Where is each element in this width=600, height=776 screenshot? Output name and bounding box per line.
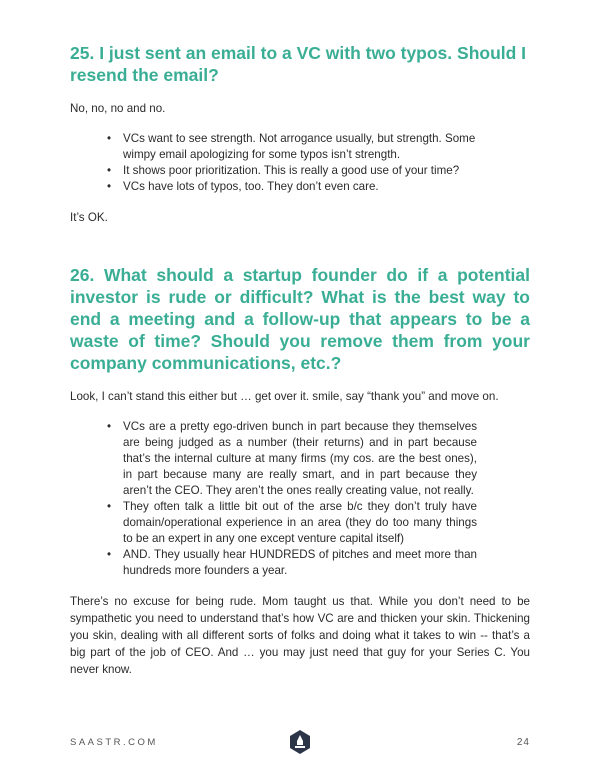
footer [70,712,530,754]
list-item: • VCs are a pretty ego-driven bunch in part because they themselves are being judged as a number (their returns) and in part because that’s the internal culture at many firms (my cos. are the best ones), in part because many are really smart, and in part because they aren’t the CEO. They aren’t the ones really creating value, not really. [107,419,477,499]
question-25-bullets [107,131,477,195]
list-item: • VCs have lots of typos, too. They don’t even care. [107,179,477,195]
footer-site: SAASTR.COM [70,736,158,748]
list-item: • It shows poor prioritization. This is really a good use of your time? [107,163,477,179]
saastr-logo-icon [289,730,311,754]
question-26-bullets [107,419,477,579]
list-item: • VCs want to see strength. Not arrogance usually, but strength. Some wimpy email apologizing for some typos isn’t strength. [107,131,477,163]
page-number: 24 [516,736,530,748]
list-item: • They often talk a little bit out of the arse b/c they don’t truly have domain/operational experience in an area (they do too many things to be an expert in any one except venture capital itself) [107,499,477,547]
question-25-intro: No, no, no and no. [70,102,166,115]
question-25-heading: 25. I just sent an email to a VC with two typos. Should I resend the email? [70,43,527,85]
question-26-heading: 26. What should a startup founder do if a potential investor is rude or difficult? What is the best way to end a meeting and a follow-up that appears to be a waste of time? Should you remove them from your company communications, etc.? [70,265,530,373]
question-26-outro: There’s no excuse for being rude. Mom taught us that. While you don’t need to be sympathetic you need to understand that’s how VC are and thicken your skin. Thickening you skin, dealing with all different sorts of folks and doing what it takes to win -- that’s a big part of the job of CEO. And … you may just need that guy for your Series C. You never know. [70,595,530,676]
question-25-outro: It’s OK. [70,211,108,224]
list-item: • AND. They usually hear HUNDREDS of pitches and meet more than hundreds more founders a year. [107,547,477,579]
question-26-intro: Look, I can’t stand this either but … get over it. smile, say “thank you” and move on. [70,390,499,403]
